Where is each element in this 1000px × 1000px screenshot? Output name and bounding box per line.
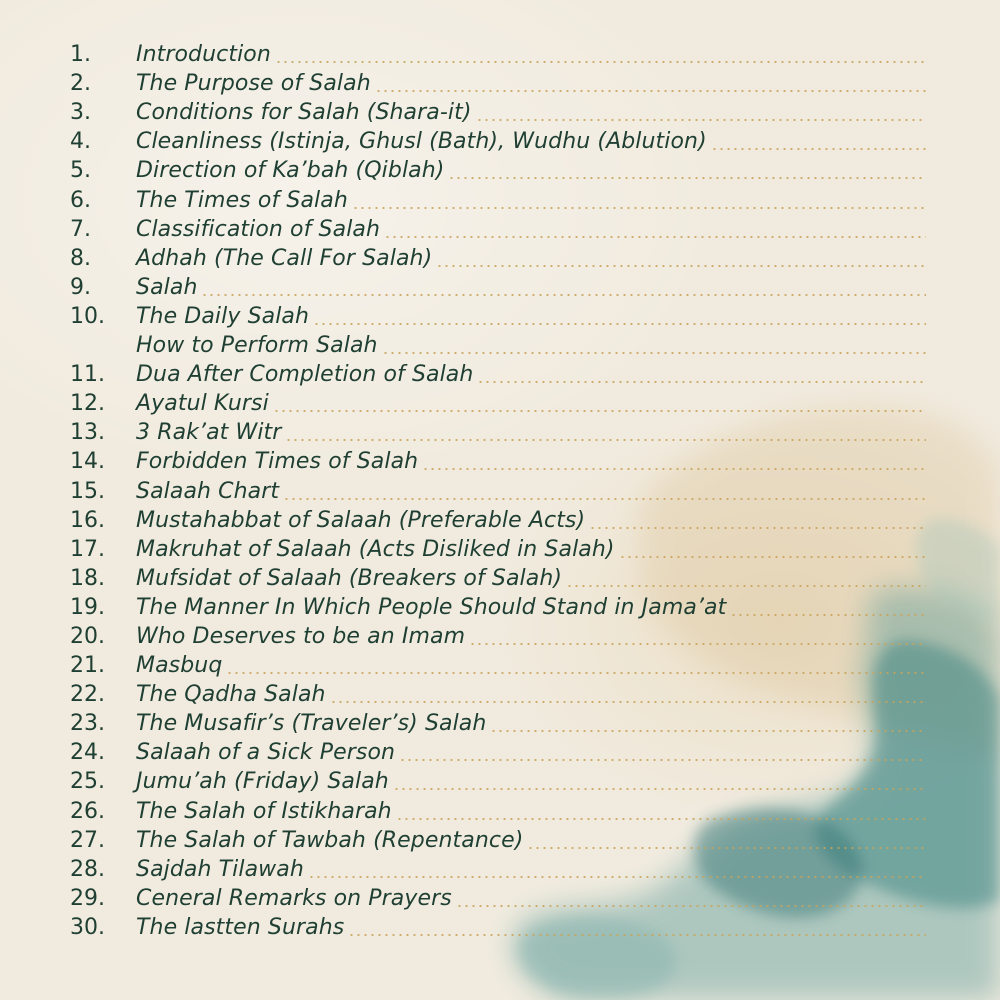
dotted-leader [399,759,926,761]
dotted-leader [527,847,926,849]
toc-entry-title-wrap [136,273,926,302]
toc-entry-number: 3. [70,100,91,126]
dotted-leader [273,410,926,412]
toc-entry [70,418,926,447]
toc-entry [70,476,926,505]
toc-entry [70,680,926,709]
toc-entry-title: Sajdah Tilawah [136,856,304,882]
dotted-leader [436,265,926,267]
toc-entry [70,40,926,69]
toc-entry-number: 27. [70,827,105,853]
toc-entry-title: Forbidden Times of Salah [136,449,419,475]
toc-entry-title: The Qadha Salah [136,682,326,708]
dotted-leader [348,934,926,936]
toc-entry-title: The Times of Salah [136,187,348,213]
toc-entry-number: 16. [70,507,105,533]
toc-entry-title-wrap [136,215,926,244]
toc-entry-number: 30. [70,914,105,940]
dotted-leader [477,381,926,383]
toc-entry [70,709,926,738]
dotted-leader [566,585,926,587]
toc-entry-title: The Musafir’s (Traveler’s) Salah [136,711,487,737]
toc-entry-number: 15. [70,478,105,504]
toc-entry-title: Classification of Salah [136,216,381,242]
toc-entry-title: Ayatul Kursi [136,391,269,417]
toc-entry-title-wrap [136,535,926,564]
dotted-leader [396,818,926,820]
toc-entry-title: Who Deserves to be an Imam [136,623,466,649]
dotted-leader [469,643,926,645]
toc-entry-number: 23. [70,711,105,737]
toc-entry-number: 5. [70,158,91,184]
toc-entry-title-wrap [136,797,926,826]
toc-entry [70,215,926,244]
dotted-leader [375,90,926,92]
dotted-leader [456,905,926,907]
toc-entry [70,273,926,302]
toc-entry-title: Cleanliness (Istinja, Ghusl (Bath), Wudhu (Ablution) [136,129,707,155]
dotted-leader [285,439,926,441]
toc-entry-number: 28. [70,856,105,882]
toc-entry [70,767,926,796]
dotted-leader [422,468,926,470]
toc-entry [70,826,926,855]
toc-entry-title-wrap [136,186,926,215]
toc-entry [70,855,926,884]
toc-entry-title: Makruhat of Salaah (Acts Disliked in Salah) [136,536,615,562]
toc-entry-title-wrap [136,360,926,389]
toc-entry-number: 6. [70,187,91,213]
toc-entry-number: 8. [70,245,91,271]
toc-entry [70,622,926,651]
toc-entry [70,389,926,418]
dotted-leader [490,730,926,732]
toc-entry-title: Direction of Ka’bah (Qiblah) [136,158,445,184]
toc-entry-title: Salaah Chart [136,478,280,504]
toc-entry-number: 12. [70,391,105,417]
toc-entry-number: 4. [70,129,91,155]
toc-entry-title-wrap [136,593,926,622]
toc-entry-number: 2. [70,71,91,97]
toc-entry-number: 9. [70,274,91,300]
toc-entry [70,535,926,564]
toc-entry-title-wrap [136,855,926,884]
toc-entry [70,564,926,593]
toc-entry-title: Ceneral Remarks on Prayers [136,885,452,911]
toc-entry-title: Salaah of a Sick Person [136,740,396,766]
toc-entry-number: 21. [70,653,105,679]
toc-entry [70,98,926,127]
toc-entry-title: The Salah of Tawbah (Repentance) [136,827,524,853]
toc-entry-title: Salah [136,274,198,300]
toc-entry [70,651,926,680]
toc-entry [70,69,926,98]
toc-entry-title-wrap [136,738,926,767]
toc-entry-number: 1. [70,42,91,68]
toc-entry-title: Mufsidat of Salaah (Breakers of Salah) [136,565,563,591]
toc-entry [70,127,926,156]
toc-entry-number: 17. [70,536,105,562]
toc-entry-title-wrap [136,40,926,69]
toc-entry-title-wrap [136,156,926,185]
toc-entry-title: The Manner In Which People Should Stand in Jama’at [136,594,727,620]
toc-entry-number: 24. [70,740,105,766]
toc-entry-title: The lastten Surahs [136,914,345,940]
dotted-leader [201,294,926,296]
toc-entry-title: Adhah (The Call For Salah) [136,245,433,271]
toc-entry-title-wrap [136,564,926,593]
dotted-leader [382,352,926,354]
dotted-leader [476,119,926,121]
toc-entry-number: 13. [70,420,105,446]
toc-entry-title: Conditions for Salah (Shara-it) [136,100,472,126]
toc-entry-title: 3 Rak’at Witr [136,420,282,446]
toc-entry-title-wrap [136,884,926,913]
toc-entry [70,593,926,622]
toc-entry [70,331,926,360]
toc-entry-number: 19. [70,594,105,620]
toc-entry-title: The Daily Salah [136,303,310,329]
toc-entry-title-wrap [136,826,926,855]
toc-entry-number: 25. [70,769,105,795]
toc-entry-title-wrap [136,331,926,360]
toc-entry-title-wrap [136,477,926,506]
toc-entry [70,796,926,825]
dotted-leader [283,498,926,500]
toc-entry-title-wrap [136,302,926,331]
toc-entry-title-wrap [136,418,926,447]
toc-entry-title-wrap [136,622,926,651]
toc-entry-number: 7. [70,216,91,242]
toc-entry [70,185,926,214]
toc-entry-title-wrap [136,709,926,738]
toc-entry-number: 20. [70,623,105,649]
dotted-leader [275,61,926,63]
toc-entry-number: 18. [70,565,105,591]
toc-entry-number: 11. [70,362,105,388]
toc-entry-number: 10. [70,303,105,329]
toc-entry-title-wrap [136,913,926,942]
toc-entry-title-wrap [136,651,926,680]
toc-entry [70,884,926,913]
toc-entry-title: The Purpose of Salah [136,71,371,97]
toc-entry-title-wrap [136,244,926,273]
toc-entry-title: How to Perform Salah [136,333,378,359]
toc-entry [70,156,926,185]
dotted-leader [619,556,926,558]
toc-entry-title: Jumu’ah (Friday) Salah [136,769,389,795]
toc-entry-title-wrap [136,389,926,418]
table-of-contents [70,40,926,942]
toc-entry [70,244,926,273]
toc-entry-title-wrap [136,447,926,476]
toc-entry-number: 26. [70,798,105,824]
toc-entry [70,447,926,476]
toc-entry-title: Introduction [136,42,271,68]
dotted-leader [352,207,926,209]
dotted-leader [313,323,926,325]
dotted-leader [730,614,926,616]
toc-entry-title-wrap [136,69,926,98]
dotted-leader [226,672,926,674]
toc-entry-title: Masbuq [136,653,223,679]
toc-entry-title: The Salah of Istikharah [136,798,392,824]
dotted-leader [711,148,926,150]
toc-entry-number: 22. [70,682,105,708]
dotted-leader [308,876,926,878]
toc-entry [70,360,926,389]
toc-entry-title: Dua After Completion of Salah [136,362,474,388]
toc-entry-title-wrap [136,767,926,796]
toc-entry-title-wrap [136,98,926,127]
dotted-leader [330,701,926,703]
toc-entry-number: 14. [70,449,105,475]
dotted-leader [384,236,926,238]
toc-entry [70,913,926,942]
toc-entry-title-wrap [136,680,926,709]
toc-entry [70,506,926,535]
toc-entry-number: 29. [70,885,105,911]
toc-entry-title-wrap [136,127,926,156]
dotted-leader [448,177,926,179]
dotted-leader [393,788,926,790]
toc-entry [70,738,926,767]
dotted-leader [589,527,926,529]
toc-entry-title: Mustahabbat of Salaah (Preferable Acts) [136,507,586,533]
toc-entry-title-wrap [136,506,926,535]
toc-entry [70,302,926,331]
